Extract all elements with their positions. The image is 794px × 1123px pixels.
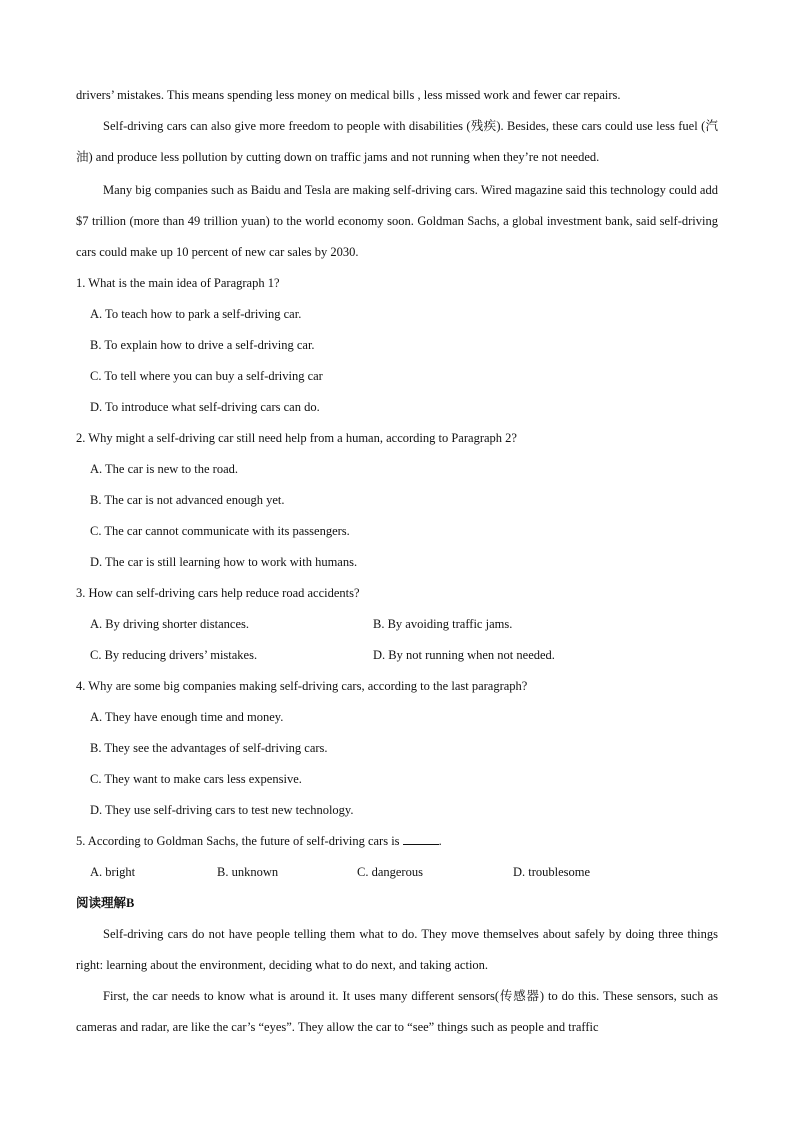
question-1-option-a: A. To teach how to park a self-driving car. bbox=[90, 307, 302, 321]
question-2-option-b: B. The car is not advanced enough yet. bbox=[90, 493, 285, 507]
question-1-option-d: D. To introduce what self-driving cars can do. bbox=[90, 400, 320, 414]
question-4-option-c: C. They want to make cars less expensive. bbox=[90, 772, 302, 786]
question-5-option-a: A. bright bbox=[90, 865, 136, 879]
question-3-option-d: D. By not running when not needed. bbox=[373, 648, 555, 662]
question-4-option-a: A. They have enough time and money. bbox=[90, 710, 284, 724]
question-4-stem: 4. Why are some big companies making self-driving cars, according to the last paragraph? bbox=[76, 679, 528, 693]
section-b-title: 阅读理解B bbox=[76, 896, 135, 910]
passage-a-paragraph-companies: Many big companies such as Baidu and Tesla are making self-driving cars. Wired magazine said this technology could add $7 trillion (more than 49 trillion yuan) to the world economy soon. Goldman Sachs, a global investment bank, said self-driving cars could make up 10 percent of new car sales by 2030. bbox=[76, 183, 718, 259]
question-1 bbox=[76, 268, 718, 423]
question-2-stem: 2. Why might a self-driving car still need help from a human, according to Paragraph 2? bbox=[76, 431, 517, 445]
question-3-options-row-1 bbox=[90, 609, 718, 640]
passage-a-paragraph-freedom: Self-driving cars can also give more freedom to people with disabilities (残疾). Besides, these cars could use less fuel (汽油) and produce less pollution by cutting down on traffic jams and not running when they’re not needed. bbox=[76, 119, 718, 164]
question-3-option-a: A. By driving shorter distances. bbox=[90, 617, 250, 631]
question-5-option-c: C. dangerous bbox=[357, 865, 423, 879]
question-5-stem-line bbox=[76, 826, 718, 857]
question-3-options-row-2 bbox=[90, 640, 718, 671]
question-5-options-row bbox=[90, 857, 718, 888]
question-5-option-d: D. troublesome bbox=[513, 865, 591, 879]
question-2-option-d: D. The car is still learning how to work with humans. bbox=[90, 555, 358, 569]
question-5-stem-end: . bbox=[438, 834, 442, 848]
question-3-option-b: B. By avoiding traffic jams. bbox=[373, 617, 513, 631]
section-b-paragraph-2: First, the car needs to know what is around it. It uses many different sensors(传感器) to do this. These sensors, such as cameras and radar, are like the car’s “eyes”. They allow the car to “see” things such as people and traffic bbox=[76, 989, 718, 1034]
question-4 bbox=[76, 671, 718, 826]
section-b-paragraph-1: Self-driving cars do not have people telling them what to do. They move themselves about safely by doing three things right: learning about the environment, deciding what to do next, and taking action. bbox=[76, 927, 718, 972]
question-5 bbox=[76, 826, 718, 888]
question-3 bbox=[76, 578, 718, 671]
question-4-option-b: B. They see the advantages of self-driving cars. bbox=[90, 741, 328, 755]
document-page bbox=[76, 80, 718, 1043]
question-5-option-b: B. unknown bbox=[217, 865, 279, 879]
question-2 bbox=[76, 423, 718, 578]
question-3-stem: 3. How can self-driving cars help reduce road accidents? bbox=[76, 586, 360, 600]
question-1-option-b: B. To explain how to drive a self-driving car. bbox=[90, 338, 315, 352]
question-4-option-d: D. They use self-driving cars to test new technology. bbox=[90, 803, 354, 817]
passage-a-paragraph-end: drivers’ mistakes. This means spending less money on medical bills , less missed work and fewer car repairs. bbox=[76, 88, 621, 102]
question-1-option-c: C. To tell where you can buy a self-driving car bbox=[90, 369, 323, 383]
answer-blank[interactable] bbox=[403, 833, 439, 845]
question-3-option-c: C. By reducing drivers’ mistakes. bbox=[90, 648, 258, 662]
question-2-option-c: C. The car cannot communicate with its passengers. bbox=[90, 524, 350, 538]
question-1-stem: 1. What is the main idea of Paragraph 1? bbox=[76, 276, 280, 290]
question-2-option-a: A. The car is new to the road. bbox=[90, 462, 238, 476]
question-5-stem: 5. According to Goldman Sachs, the future of self-driving cars is bbox=[76, 834, 400, 848]
